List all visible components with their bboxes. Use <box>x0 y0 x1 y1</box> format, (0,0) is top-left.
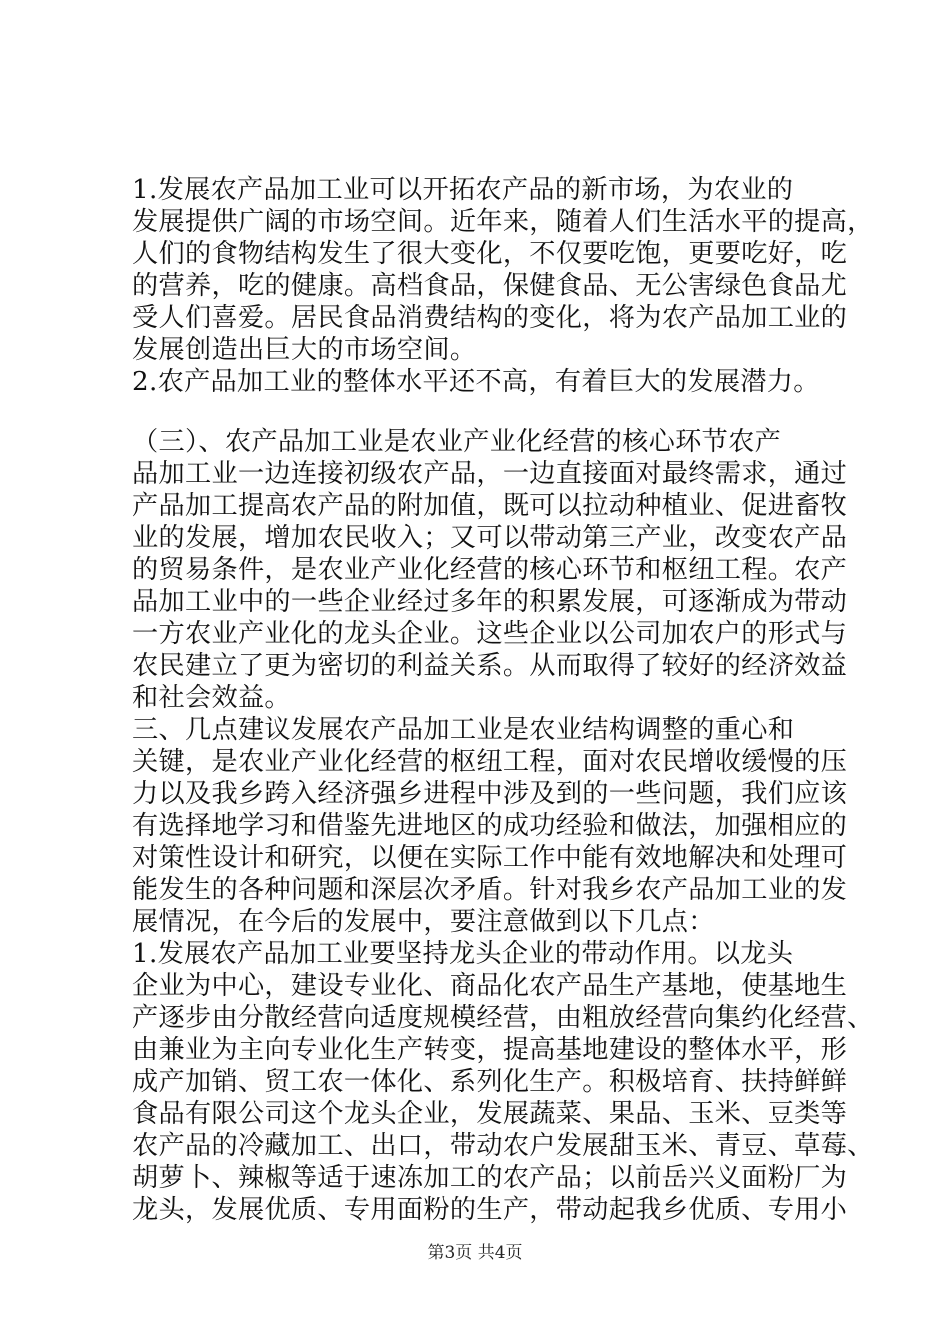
text-line: 展情况，在今后的发展中，要注意做到以下几点： <box>132 907 715 937</box>
text-line: 产品加工提高农产品的附加值，既可以拉动种植业、促进畜牧 <box>132 491 848 521</box>
text-line: 龙头，发展优质、专用面粉的生产，带动起我乡优质、专用小 <box>132 1195 848 1225</box>
text-line: 的贸易条件，是农业产业化经营的核心环节和枢纽工程。农产 <box>132 555 848 585</box>
text-line: 成产加销、贸工农一体化、系列化生产。积极培育、扶持鲜鲜 <box>132 1067 848 1097</box>
text-line: 农民建立了更为密切的利益关系。从而取得了较好的经济效益 <box>132 651 848 681</box>
text-line: 发展提供广阔的市场空间。近年来，随着人们生活水平的提高， <box>132 207 874 237</box>
text-line: 品加工业中的一些企业经过多年的积累发展，可逐渐成为带动 <box>132 587 848 617</box>
text-line: 关键，是农业产业化经营的枢纽工程，面对农民增收缓慢的压 <box>132 747 848 777</box>
text-line: 品加工业一边连接初级农产品，一边直接面对最终需求，通过 <box>132 459 848 489</box>
text-line: 受人们喜爱。居民食品消费结构的变化，将为农产品加工业的 <box>132 303 848 333</box>
text-line: 由兼业为主向专业化生产转变，提高基地建设的整体水平，形 <box>132 1035 848 1065</box>
text-line: 产逐步由分散经营向适度规模经营，由粗放经营向集约化经营、 <box>132 1003 874 1033</box>
text-line: 1.发展农产品加工业要坚持龙头企业的带动作用。以龙头 <box>132 939 794 969</box>
text-line: 能发生的各种问题和深层次矛盾。针对我乡农产品加工业的发 <box>132 875 848 905</box>
text-line: 人们的食物结构发生了很大变化，不仅要吃饱，更要吃好，吃 <box>132 239 848 269</box>
text-line: 有选择地学习和借鉴先进地区的成功经验和做法，加强相应的 <box>132 811 848 841</box>
text-line: 2.农产品加工业的整体水平还不高，有着巨大的发展潜力。 <box>132 367 820 397</box>
text-line: （三）、农产品加工业是农业产业化经营的核心环节农产 <box>132 427 782 457</box>
text-line: 1.发展农产品加工业可以开拓农产品的新市场，为农业的 <box>132 175 794 205</box>
text-line: 和社会效益。 <box>132 683 291 713</box>
page-footer: 第3页 共4页 <box>427 1243 523 1263</box>
text-line: 力以及我乡跨入经济强乡进程中涉及到的一些问题，我们应该 <box>132 779 848 809</box>
text-line: 的营养，吃的健康。高档食品，保健食品、无公害绿色食品尤 <box>132 271 848 301</box>
text-line: 一方农业产业化的龙头企业。这些企业以公司加农户的形式与 <box>132 619 848 649</box>
text-line: 企业为中心，建设专业化、商品化农产品生产基地，使基地生 <box>132 971 848 1001</box>
text-line: 对策性设计和研究，以便在实际工作中能有效地解决和处理可 <box>132 843 848 873</box>
text-line: 食品有限公司这个龙头企业，发展蔬菜、果品、玉米、豆类等 <box>132 1099 848 1129</box>
text-line: 农产品的冷藏加工、出口，带动农户发展甜玉米、青豆、草莓、 <box>132 1131 874 1161</box>
text-line: 胡萝卜、辣椒等适于速冻加工的农产品；以前岳兴义面粉厂为 <box>132 1163 848 1193</box>
text-line: 三、几点建议发展农产品加工业是农业结构调整的重心和 <box>132 715 795 745</box>
text-line: 发展创造出巨大的市场空间。 <box>132 335 477 365</box>
text-line: 业的发展，增加农民收入；又可以带动第三产业，改变农产品 <box>132 523 848 553</box>
